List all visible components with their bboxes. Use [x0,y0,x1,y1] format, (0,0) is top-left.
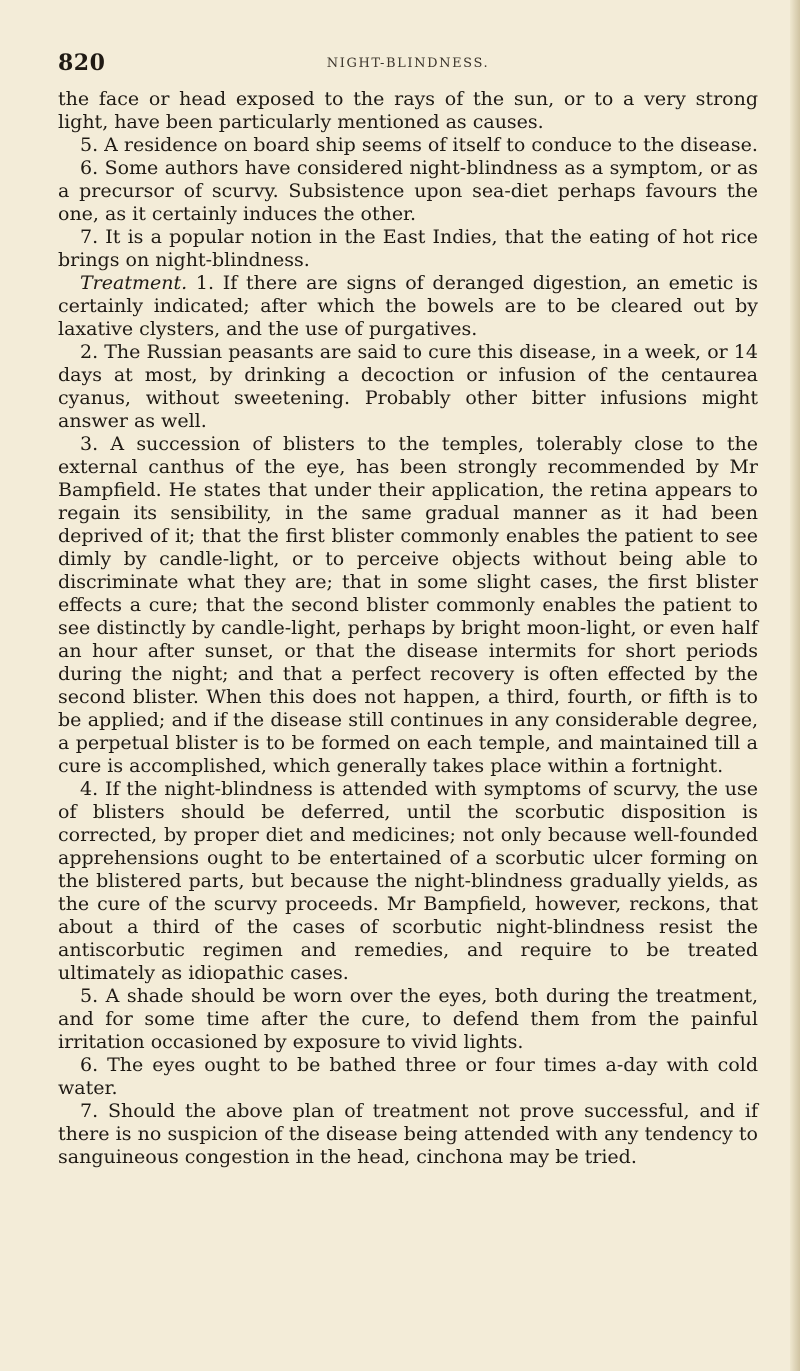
paragraph-continued: the face or head exposed to the rays of the sun, or to a very strong light, have been particularly mentioned as causes. [58,88,758,133]
running-head: NIGHT-BLINDNESS. [326,56,490,71]
paragraph-treatment-4: 4. If the night-blindness is attended with symptoms of scurvy, the use of blisters should be deferred, until the scorbutic disposition is corrected, by proper diet and medicines; not only because well-founded apprehensions ought to be entertained of a scorbutic ulcer forming on the blistered parts, but because the night-blindness gradually yields, as the cure of the scurvy proceeds. Mr Bampfield, however, reckons, that about a third of the cases of scorbutic night-blindness resist the antiscorbutic regimen and remedies, and require to be treated ultimately as idiopathic cases. [58,778,758,984]
paragraph-treatment-7: 7. Should the above plan of treatment not prove successful, and if there is no suspicion of the disease being attended with any tendency to sanguineous congestion in the head, cinchona may be tried. [58,1100,758,1168]
paragraph-cause-5: 5. A residence on board ship seems of itself to conduce to the disease. [80,134,758,156]
paragraph-treatment-5: 5. A shade should be worn over the eyes, both during the treatment, and for some time after the cure, to defend them from the painful irritation occasioned by exposure to vivid lights. [58,985,758,1053]
treatment-1-text: 1. If there are signs of deranged digestion, an emetic is certainly indicated; after which the bowels are to be cleared out by laxative clysters, and the use of purgatives. [58,272,758,340]
paragraph-cause-7: 7. It is a popular notion in the East Indies, that the eating of hot rice brings on night-blindness. [58,226,758,271]
page-number: 820 [58,50,106,76]
paragraph-treatment-2: 2. The Russian peasants are said to cure this disease, in a week, or 14 days at most, by drinking a decoction or infusion of the centaurea cyanus, without sweetening. Probably other bitter infusions might answer as well. [58,341,758,432]
paragraph-treatment-1 [58,272,758,341]
paragraph-treatment-3: 3. A succession of blisters to the temples, tolerably close to the external canthus of the eye, has been strongly recommended by Mr Bampfield. He states that under their application, the retina appears to regain its sensibility, in the same gradual manner as it had been deprived of it; that the first blister commonly enables the patient to see dimly by candle-light, or to perceive objects without being able to discriminate what they are; that in some slight cases, the first blister effects a cure; that the second blister commonly enables the patient to see distinctly by candle-light, perhaps by bright moon-light, or even half an hour after sunset, or that the disease intermits for short periods during the night; and that a perfect recovery is often effected by the second blister. When this does not happen, a third, fourth, or fifth is to be applied; and if the disease still continues in any considerable degree, a perpetual blister is to be formed on each temple, and maintained till a cure is accomplished, which generally takes place within a fortnight. [58,433,758,777]
page-header [58,50,758,80]
section-heading-treatment: Treatment. [80,272,188,294]
paragraph-treatment-6: 6. The eyes ought to be bathed three or four times a-day with cold water. [58,1054,758,1099]
page-edge-shadow [790,0,800,1371]
body-text [58,88,758,1169]
paragraph-cause-6: 6. Some authors have considered night-blindness as a symptom, or as a precursor of scurvy. Subsistence upon sea-diet perhaps favours the one, as it certainly induces the other. [58,157,758,225]
